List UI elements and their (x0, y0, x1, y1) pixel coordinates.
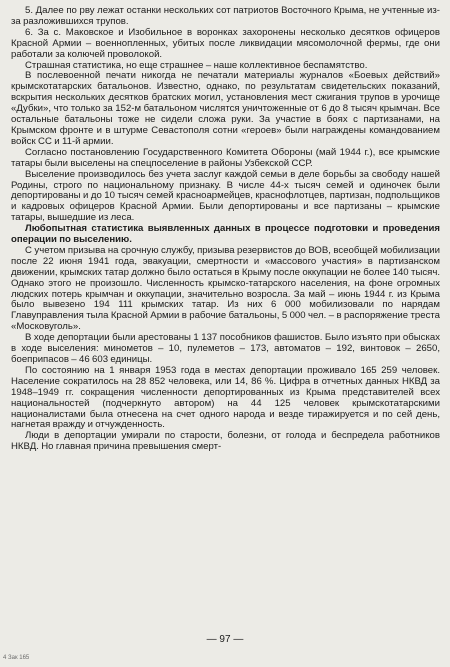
print-code: 4 Зак 165 (3, 655, 30, 661)
paragraph: Люди в депортации умирали по старости, болезни, от голода и беспредела работников НКВД. Но главная причина превышения смерт- (11, 430, 440, 453)
paragraph: 6. За с. Маковское и Изобильное в воронках захоронены несколько десятков офицеров Красной Армии – военнопленных, убитых после ликвидации мясомолочной фермы, где они работали за колючей проволокой. (11, 26, 440, 60)
section-heading: Любопытная статистика выявленных данных в процессе подготовки и проведения операции по выселению. (11, 223, 440, 246)
paragraph: В ходе депортации были арестованы 1 137 пособников фашистов. Было изъято при обысках в ходе выселения: минометов – 10, пулеметов – 173, автоматов – 192, винтовок – 2650, боеприпасов – 46 603 единицы. (11, 332, 440, 365)
paragraph: 5. Далее по рву лежат останки нескольких сот патриотов Восточного Крыма, не учтенные из-за разложившихся трупов. (11, 5, 440, 27)
page-number: — 97 — (206, 634, 244, 645)
body-text (11, 6, 440, 453)
paragraph: С учетом призыва на срочную службу, призыва резервистов до ВОВ, всеобщей мобилизации после 22 июня 1941 года, эвакуации, смертности и «массового участия» в партизанском движении, крымских татар должно было остаться в Крыму после оккупации не более 140 тысяч. Однако этого не произошло. Численность крымско-татарского населения, на фоне огромных людских потерь крымчан и оккупации, значительно возросла. За май – июнь 1944 г. из Крыма было вывезено 194 111 крымских татар. Из них 6 000 мобилизовали по нарядам Главуправления тыла Красной Армии в рабочие батальоны, 5 000 чел. – в распоряжение треста «Московуголь». (11, 244, 440, 333)
paragraph: В послевоенной печати никогда не печатали материалы журналов «Боевых действий» крымскотатарских батальонов. Известно, однако, по результатам свидетельских показаний, вскрытия нескольких десятков братских могил, установления мест сжигания трупов в урочище «Дубки», что только за 152-м батальоном числятся уничтоженные от 6 до 8 тысяч крымчан. Все остальные батальоны тоже не сидели сложа руки. За участие в боях с партизанами, на Крымском фронте и в штурме Севастополя сотни «героев» были награждены командованием войск СС и 11-й армии. (11, 70, 440, 147)
paragraph: По состоянию на 1 января 1953 года в местах депортации проживало 165 259 человек. Население сократилось на 28 852 человека, или 14, 86 %. Цифра в отчетных данных НКВД за 1948–1949 гг. сокращения численности депортированных из Крыма представителей всех национальностей (подчеркнуто автором) на 44 125 человек крымскотатарскими националистами была отнесена на счет одного народа и везде тиражируется и по сей день, нагнетая вражду и отчужденность. (11, 364, 440, 431)
paragraph: Согласно постановлению Государственного Комитета Обороны (май 1944 г.), все крымские татары были выселены на спецпоселение в районы Узбекской ССР. (11, 146, 440, 169)
paragraph: Страшная статистика, но еще страшнее – наше коллективное беспамятство. (25, 59, 368, 71)
paragraph: Выселение производилось без учета заслуг каждой семьи в деле борьбы за свободу нашей Родины, строго по национальному признаку. В числе 44-х тысяч семей и одиночек были депортированы и до 10 тысяч семей красноармейцев, краснофлотцев, партизан, подпольщиков и кадровых офицеров Красной Армии. Были депортированы и все партизаны – крымские татары, вышедшие из леса. (11, 168, 440, 224)
